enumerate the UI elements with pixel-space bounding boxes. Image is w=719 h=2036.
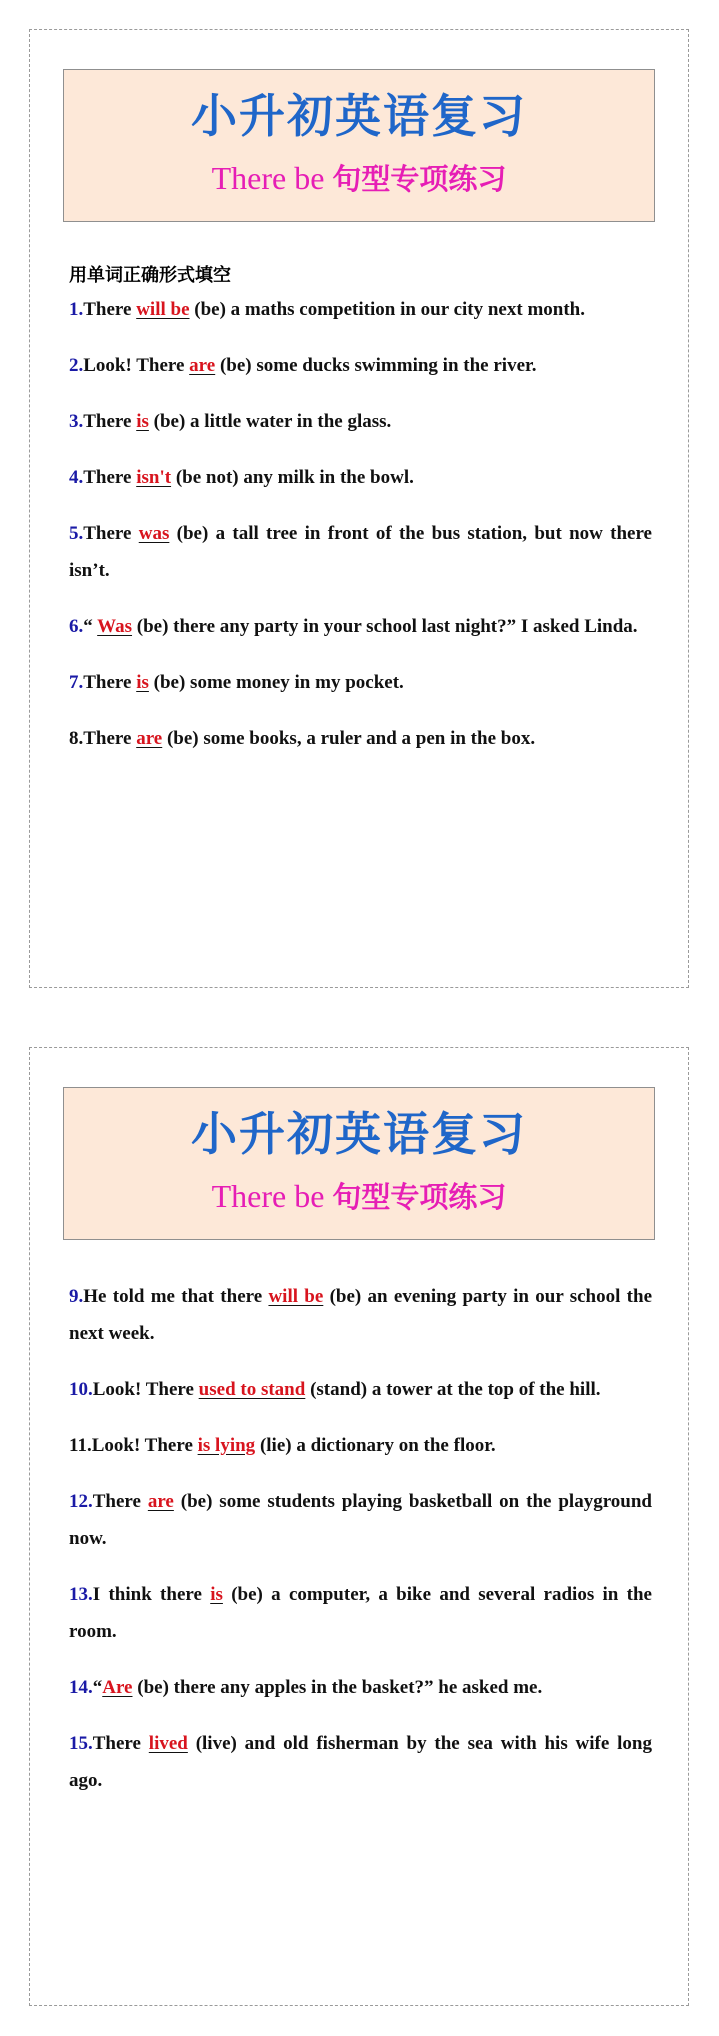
question-6 bbox=[69, 608, 652, 645]
question-7 bbox=[69, 664, 652, 701]
question-text-after: (be) a maths competition in our city next month. bbox=[189, 299, 585, 320]
question-number: 3. bbox=[69, 411, 84, 432]
question-text-after: (be) some money in my pocket. bbox=[148, 672, 404, 693]
page-title: 小升初英语复习 bbox=[191, 1107, 527, 1161]
question-number: 8. bbox=[69, 728, 84, 749]
answer: are bbox=[136, 728, 163, 749]
question-text-before: There bbox=[83, 411, 137, 432]
question-text-after: (be not) any milk in the bowl. bbox=[171, 467, 414, 488]
question-1 bbox=[69, 291, 652, 328]
question-number: 12. bbox=[69, 1491, 93, 1512]
question-12 bbox=[69, 1483, 652, 1557]
answer: is bbox=[136, 672, 149, 693]
question-text-after: (lie) a dictionary on the floor. bbox=[255, 1435, 496, 1456]
question-text-before: There bbox=[92, 1491, 148, 1512]
question-number: 1. bbox=[69, 299, 84, 320]
question-number: 7. bbox=[69, 672, 84, 693]
question-text-after: (be) some ducks swimming in the river. bbox=[215, 355, 537, 376]
questions-list bbox=[69, 263, 652, 776]
question-text-after: (be) some books, a ruler and a pen in the box. bbox=[162, 728, 536, 749]
answer: Was bbox=[97, 616, 133, 637]
question-text-before: There bbox=[83, 467, 137, 488]
question-number: 14. bbox=[69, 1677, 93, 1698]
question-text-before: Look! There bbox=[92, 1379, 199, 1400]
question-number: 6. bbox=[69, 616, 84, 637]
question-text-before: I think there bbox=[92, 1584, 211, 1605]
question-9 bbox=[69, 1278, 652, 1352]
worksheet-page-2 bbox=[29, 1047, 689, 2006]
questions-list bbox=[69, 1278, 652, 1818]
subtitle-en: There be bbox=[211, 160, 325, 196]
answer: is lying bbox=[197, 1435, 256, 1456]
answer: isn't bbox=[136, 467, 172, 488]
question-text-before: There bbox=[83, 299, 137, 320]
question-text-after: (be) a tall tree in front of the bus station, but now there isn’t. bbox=[69, 523, 652, 581]
question-8 bbox=[69, 720, 652, 757]
question-number: 11. bbox=[69, 1435, 92, 1456]
question-text-before: There bbox=[83, 728, 137, 749]
question-text-before: There bbox=[92, 1733, 149, 1754]
question-text-after: (be) a little water in the glass. bbox=[148, 411, 392, 432]
question-15 bbox=[69, 1725, 652, 1799]
question-11 bbox=[69, 1427, 652, 1464]
answer: will be bbox=[268, 1286, 324, 1307]
question-number: 4. bbox=[69, 467, 84, 488]
answer: is bbox=[210, 1584, 223, 1605]
question-text-after: (be) there any apples in the basket?” he asked me. bbox=[132, 1677, 543, 1698]
question-text-before: There bbox=[83, 523, 139, 544]
answer: lived bbox=[148, 1733, 188, 1754]
subtitle-cn: 句型专项练习 bbox=[332, 1180, 507, 1214]
question-number: 9. bbox=[69, 1286, 84, 1307]
answer: are bbox=[189, 355, 216, 376]
question-text-before: There bbox=[83, 672, 137, 693]
header-banner bbox=[63, 1087, 655, 1240]
answer: are bbox=[147, 1491, 174, 1512]
question-14 bbox=[69, 1669, 652, 1706]
answer: will be bbox=[136, 299, 190, 320]
question-number: 5. bbox=[69, 523, 84, 544]
page-title: 小升初英语复习 bbox=[191, 89, 527, 143]
question-13 bbox=[69, 1576, 652, 1650]
answer: is bbox=[136, 411, 149, 432]
subtitle-en: There be bbox=[211, 1178, 325, 1214]
page-subtitle bbox=[64, 1176, 654, 1217]
question-4 bbox=[69, 459, 652, 496]
question-number: 15. bbox=[69, 1733, 93, 1754]
question-number: 10. bbox=[69, 1379, 93, 1400]
answer: was bbox=[138, 523, 170, 544]
question-text-after: (be) there any party in your school last night?” I asked Linda. bbox=[132, 616, 638, 637]
question-text-after: (be) some students playing basketball on the playground now. bbox=[69, 1491, 652, 1549]
answer: Are bbox=[102, 1677, 133, 1698]
worksheet-page-1 bbox=[29, 29, 689, 988]
answer: used to stand bbox=[198, 1379, 306, 1400]
question-text-after: (be) an evening party in our school the next week. bbox=[69, 1286, 652, 1344]
question-text-before: “ bbox=[83, 616, 98, 637]
question-text-after: (live) and old fisherman by the sea with his wife long ago. bbox=[69, 1733, 652, 1791]
header-banner bbox=[63, 69, 655, 222]
question-text-before: Look! There bbox=[83, 355, 190, 376]
question-10 bbox=[69, 1371, 652, 1408]
question-text-before: Look! There bbox=[91, 1435, 198, 1456]
question-5 bbox=[69, 515, 652, 589]
question-text-after: (stand) a tower at the top of the hill. bbox=[305, 1379, 601, 1400]
question-2 bbox=[69, 347, 652, 384]
question-text-before: He told me that there bbox=[83, 1286, 269, 1307]
question-text-before: “ bbox=[92, 1677, 103, 1698]
question-text-after: (be) a computer, a bike and several radios in the room. bbox=[69, 1584, 652, 1642]
question-3 bbox=[69, 403, 652, 440]
page-subtitle bbox=[64, 158, 654, 199]
question-number: 2. bbox=[69, 355, 84, 376]
subtitle-cn: 句型专项练习 bbox=[332, 162, 507, 196]
instruction: 用单词正确形式填空 bbox=[69, 265, 231, 286]
question-number: 13. bbox=[69, 1584, 93, 1605]
